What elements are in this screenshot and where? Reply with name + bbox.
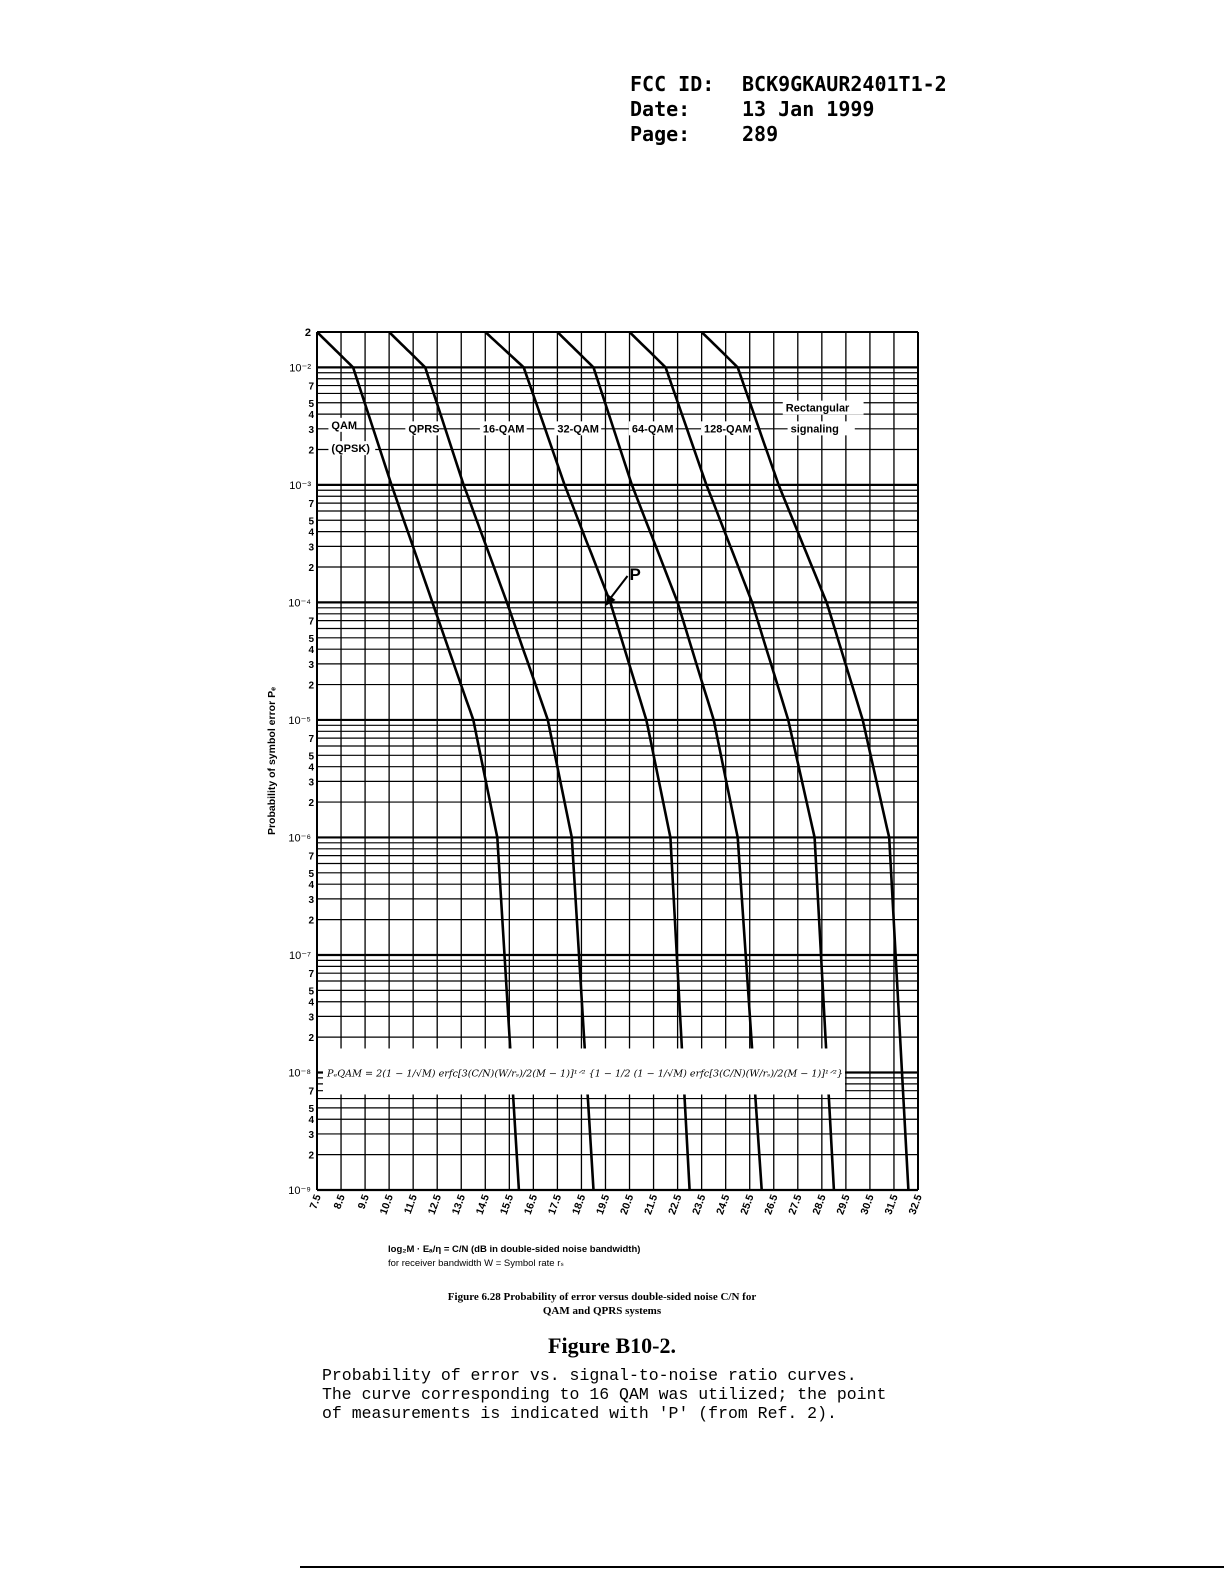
y-tick-label: 10⁻³ (289, 479, 311, 492)
y-minor-tick-label: 2 (308, 445, 314, 457)
x-tick-label: 12.5 (425, 1192, 445, 1217)
x-tick-label: 11.5 (401, 1192, 420, 1216)
curve-label: QAM (331, 419, 358, 432)
y-minor-tick-label: 5 (308, 868, 314, 880)
y-tick-label: 2 (304, 327, 311, 339)
x-tick-label: 32.5 (906, 1192, 925, 1217)
x-tick-label: 26.5 (762, 1192, 781, 1217)
x-tick-label: 19.5 (594, 1192, 613, 1217)
x-tick-label: 14.5 (473, 1192, 493, 1217)
figure-caption-line1: Figure 6.28 Probability of error versus double-sided noise C/N for (447, 1291, 757, 1303)
x-tick-label: 16.5 (521, 1192, 541, 1217)
y-minor-tick-label: 7 (308, 734, 314, 746)
x-tick-label: 17.5 (545, 1192, 565, 1217)
date-value: 13 Jan 1999 (742, 97, 875, 121)
y-minor-tick-label: 4 (308, 645, 314, 657)
x-tick-label: 25.5 (738, 1192, 757, 1217)
y-minor-tick-label: 3 (308, 894, 314, 906)
y-minor-tick-label: 7 (308, 381, 314, 393)
y-minor-tick-label: 7 (308, 499, 314, 511)
curve-label: (QPSK) (331, 443, 370, 456)
y-minor-tick-label: 4 (308, 527, 314, 539)
x-axis-label: log₂M · Eₐ/η = C/N (dB in double-sided noise bandwidth) (388, 1244, 641, 1255)
y-minor-tick-label: 2 (308, 1150, 314, 1162)
y-minor-tick-label: 4 (308, 410, 314, 422)
x-tick-label: 22.5 (666, 1192, 685, 1217)
page-value: 289 (742, 122, 779, 146)
fcc-id-value: BCK9GKAUR2401T1-2 (742, 72, 947, 96)
x-tick-label: 30.5 (858, 1192, 877, 1217)
measurement-point-label: P (629, 565, 641, 585)
y-minor-tick-label: 3 (308, 424, 314, 436)
error-probability-chart (250, 320, 950, 1230)
x-tick-label: 8.5 (331, 1192, 348, 1211)
x-tick-label: 13.5 (449, 1192, 469, 1217)
x-tick-label: 10.5 (377, 1192, 396, 1217)
y-tick-label: 10⁻⁶ (288, 832, 311, 845)
figure-caption-line2: QAM and QPRS systems (542, 1305, 662, 1317)
curve-label: QPRS (408, 423, 440, 436)
fcc-header (630, 72, 947, 147)
y-minor-tick-label: 5 (308, 398, 314, 410)
x-tick-label: 29.5 (834, 1192, 853, 1217)
y-minor-tick-label: 5 (308, 633, 314, 645)
curve-label: 128-QAM (704, 423, 752, 436)
figure-description (322, 1366, 886, 1423)
y-minor-tick-label: 5 (308, 751, 314, 763)
description-line3: of measurements is indicated with 'P' (from Ref. 2). (322, 1404, 837, 1423)
y-minor-tick-label: 5 (308, 986, 314, 998)
curve-label: signaling (790, 423, 839, 436)
y-tick-label: 10⁻⁷ (288, 949, 311, 962)
y-minor-tick-label: 2 (308, 563, 314, 575)
y-minor-tick-label: 2 (308, 680, 314, 692)
y-minor-tick-label: 7 (308, 969, 314, 981)
x-tick-label: 28.5 (810, 1192, 829, 1217)
fcc-id-label: FCC ID: (630, 72, 715, 96)
y-minor-tick-label: 3 (308, 542, 314, 554)
y-minor-tick-label: 3 (308, 1012, 314, 1024)
y-minor-tick-label: 3 (308, 777, 314, 789)
y-minor-tick-label: 3 (308, 1129, 314, 1141)
formula-text: PₑQAM = 2(1 − 1/√M) erfc[3(C/N)(W/rₛ)/2(M − 1)]¹ᐟ² {1 − 1/2 (1 − 1/√M) erfc[3(C/N)(W/rₛ)/2(M − 1)]¹ᐟ²} (327, 1069, 809, 1080)
curve-label: 32-QAM (557, 423, 599, 436)
y-minor-tick-label: 4 (308, 762, 314, 774)
x-tick-label: 27.5 (786, 1192, 805, 1217)
date-label: Date: (630, 97, 691, 121)
y-minor-tick-label: 4 (308, 1115, 314, 1127)
y-minor-tick-label: 2 (308, 798, 314, 810)
x-tick-label: 24.5 (714, 1192, 733, 1217)
y-minor-tick-label: 4 (308, 880, 314, 892)
x-tick-label: 23.5 (690, 1192, 709, 1217)
y-minor-tick-label: 7 (308, 616, 314, 628)
curve-label: Rectangular (785, 402, 850, 415)
x-axis-label-sub: for receiver bandwidth W = Symbol rate rₛ (388, 1258, 564, 1269)
description-line2: The curve corresponding to 16 QAM was utilized; the point (322, 1385, 887, 1404)
y-minor-tick-label: 2 (308, 1033, 314, 1045)
curve-label: 64-QAM (631, 423, 674, 436)
x-tick-label: 20.5 (618, 1192, 637, 1217)
x-tick-label: 15.5 (497, 1192, 517, 1217)
y-minor-tick-label: 4 (308, 997, 314, 1009)
y-minor-tick-label: 7 (308, 1086, 314, 1098)
y-minor-tick-label: 2 (308, 915, 314, 927)
description-line1: Probability of error vs. signal-to-noise ratio curves. (322, 1366, 857, 1385)
y-minor-tick-label: 5 (308, 1103, 314, 1115)
y-axis-label: Probability of symbol error Pₑ (266, 686, 278, 836)
bottom-rule (300, 1566, 1224, 1568)
y-tick-label: 10⁻⁹ (288, 1185, 311, 1197)
x-tick-label: 31.5 (882, 1192, 901, 1217)
y-tick-label: 10⁻⁵ (288, 714, 311, 727)
page-label: Page: (630, 122, 691, 146)
x-tick-label: 7.5 (307, 1192, 324, 1211)
x-tick-label: 21.5 (642, 1192, 661, 1217)
x-tick-label: 9.5 (355, 1192, 372, 1211)
figure-title: Figure B10-2. (548, 1333, 676, 1358)
y-minor-tick-label: 3 (308, 659, 314, 671)
y-tick-label: 10⁻⁴ (288, 597, 311, 610)
x-tick-label: 18.5 (569, 1192, 589, 1217)
curve-label: 16-QAM (482, 423, 525, 436)
y-minor-tick-label: 5 (308, 516, 314, 528)
y-tick-label: 10⁻⁸ (288, 1067, 311, 1080)
y-tick-label: 10⁻² (289, 362, 311, 375)
y-minor-tick-label: 7 (308, 851, 314, 863)
